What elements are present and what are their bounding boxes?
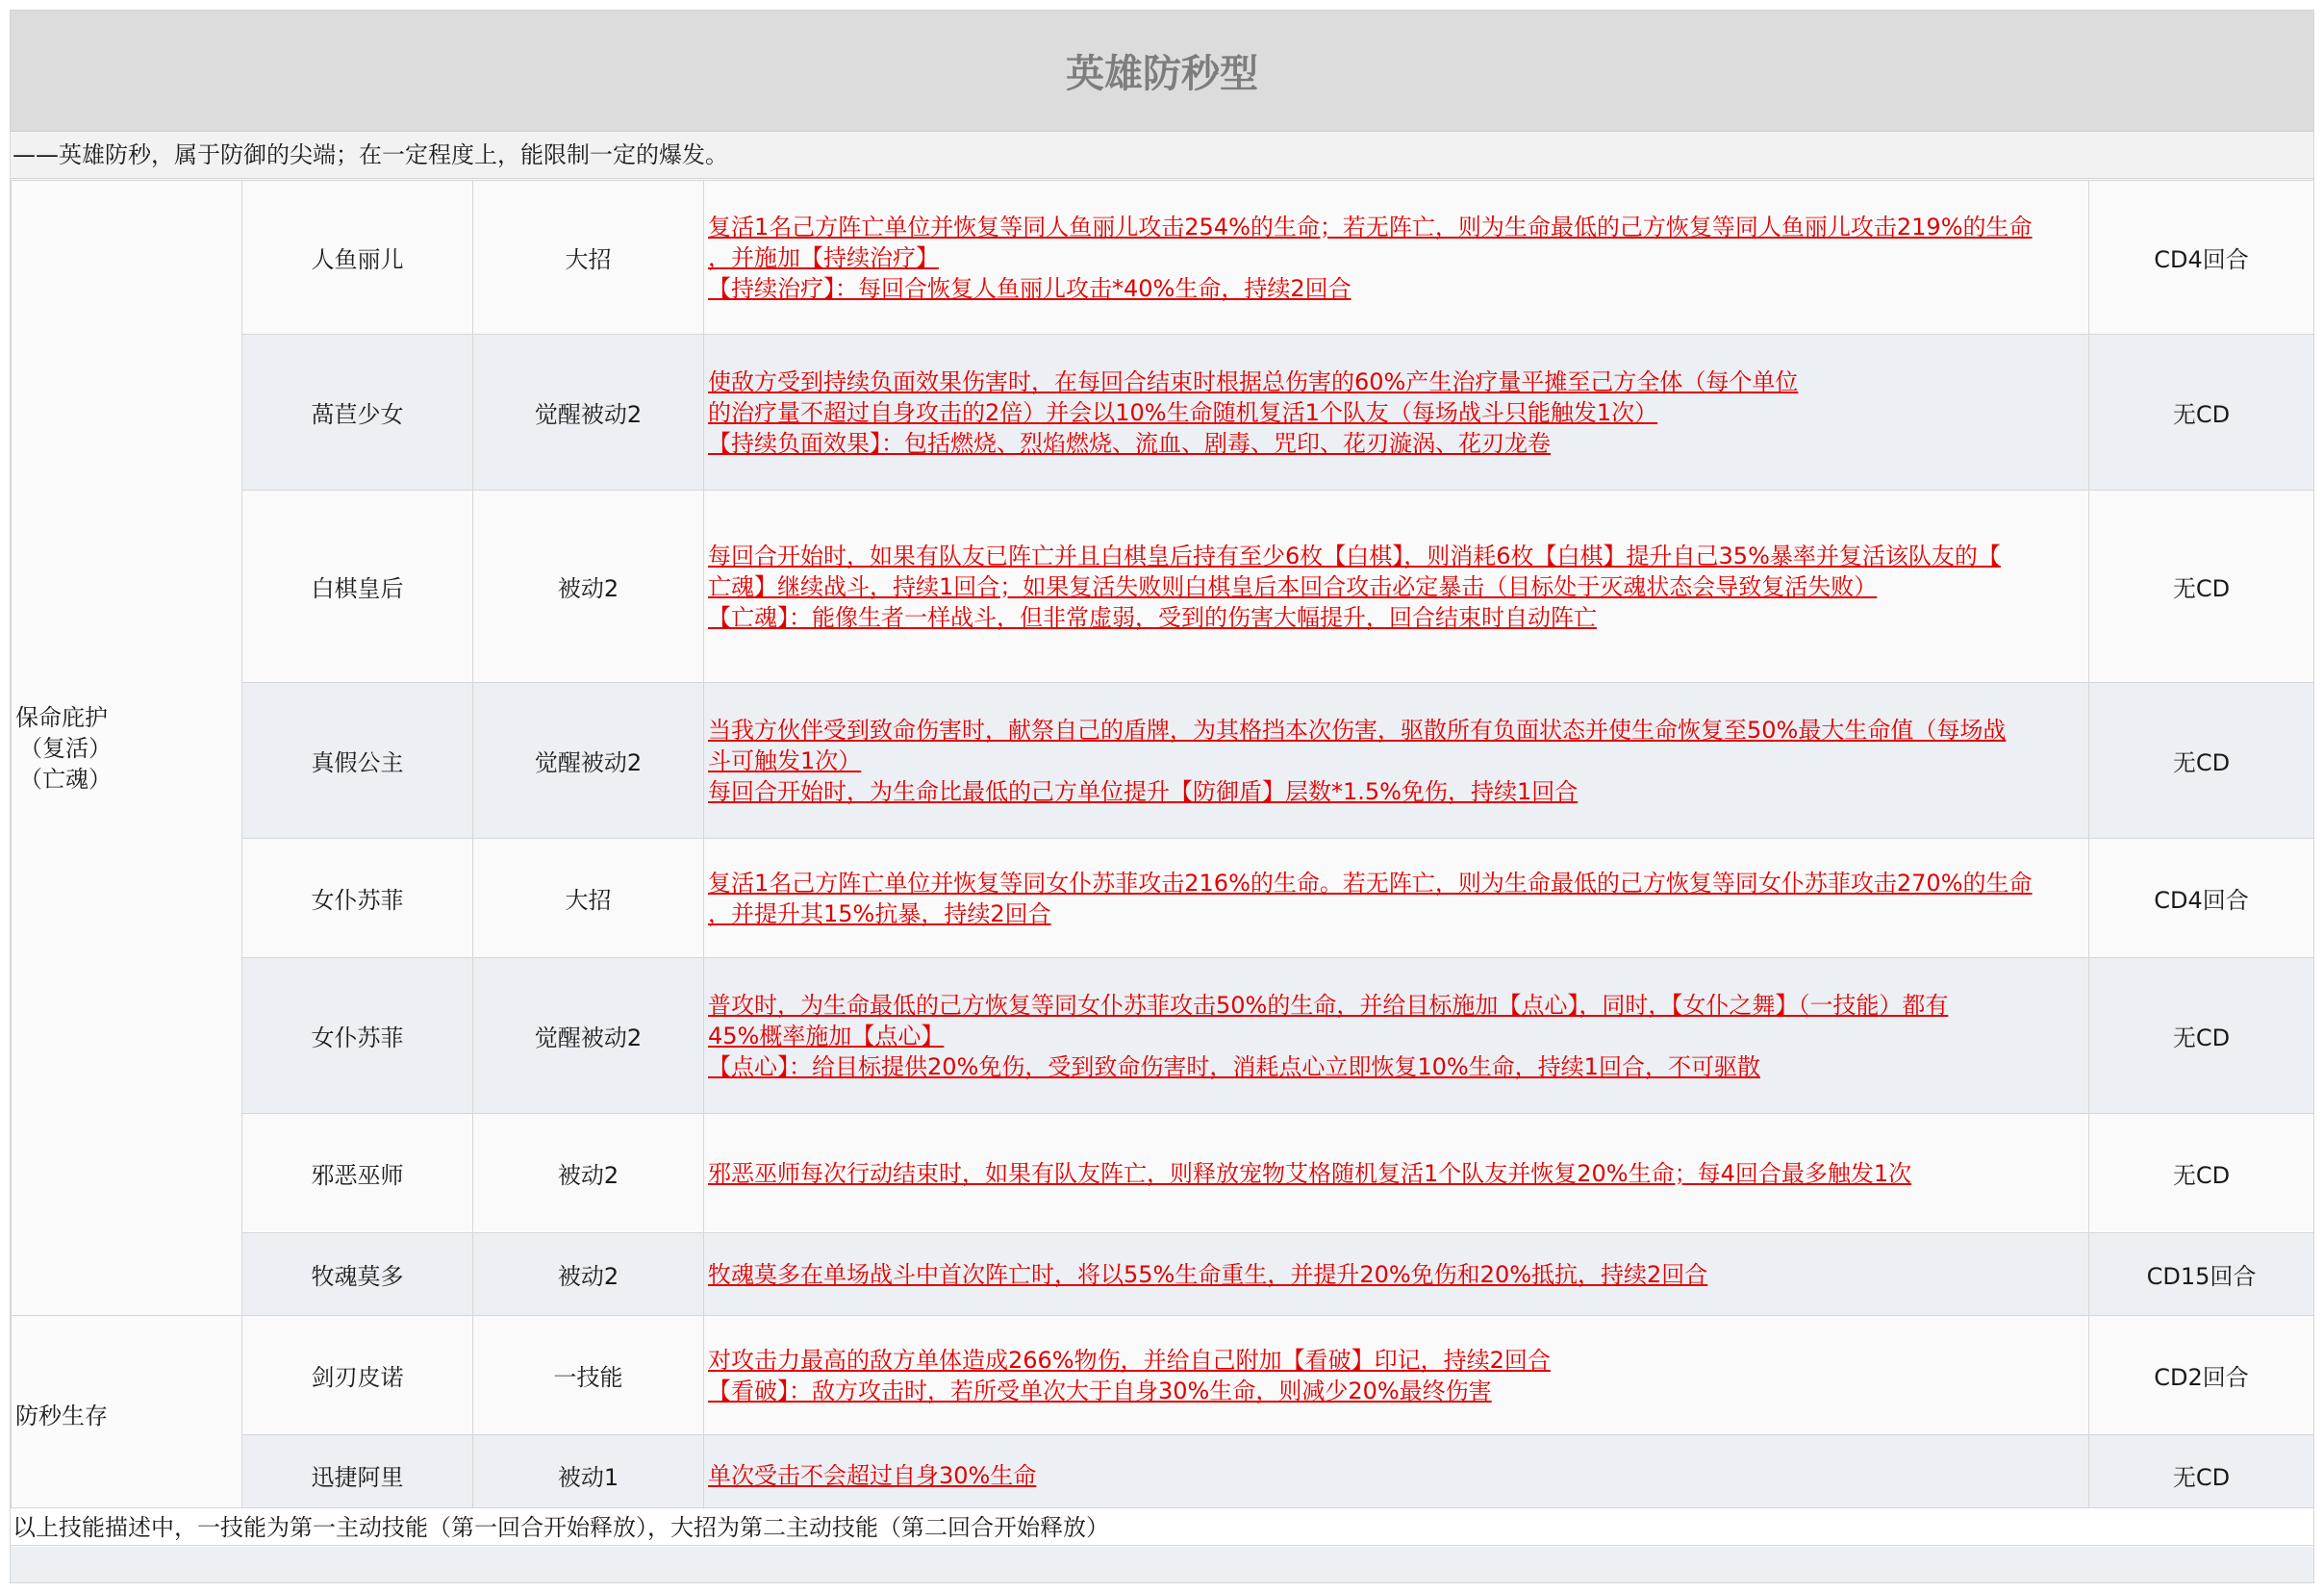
description-line: 【亡魂】：能像生者一样战斗，但非常虚弱，受到的伤害大幅提升，回合结束时自动阵亡 <box>708 603 1597 631</box>
skill-description <box>704 1114 2089 1233</box>
description-line: 单次受击不会超过自身30%生命 <box>708 1461 1037 1489</box>
description-line: 的治疗量不超过自身攻击的2倍）并会以10%生命随机复活1个队友（每场战斗只能触发1次） <box>708 398 1658 426</box>
category-label: 保命庇护 <box>15 703 108 731</box>
cooldown: 无CD <box>2089 1435 2314 1516</box>
category-cell <box>12 1316 242 1516</box>
hero-name: 萵苣少女 <box>242 335 473 491</box>
skill-type: 觉醒被动2 <box>473 958 704 1114</box>
skill-description <box>704 491 2089 683</box>
footer-note: 以上技能描述中，一技能为第一主动技能（第一回合开始释放），大招为第二主动技能（第二回合开始释放） <box>11 1507 2313 1546</box>
description-line: 牧魂莫多在单场战斗中首次阵亡时，将以55%生命重生，并提升20%免伤和20%抵抗，持续2回合 <box>708 1260 1708 1288</box>
table-row <box>12 683 2314 839</box>
skill-type: 被动2 <box>473 1114 704 1233</box>
cooldown: 无CD <box>2089 335 2314 491</box>
sheet-title: 英雄防秒型 <box>11 11 2313 132</box>
hero-name: 迅捷阿里 <box>242 1435 473 1516</box>
skill-type: 被动2 <box>473 491 704 683</box>
hero-name: 真假公主 <box>242 683 473 839</box>
description-line: 【持续负面效果】：包括燃烧、烈焰燃烧、流血、剧毒、咒印、花刃漩涡、花刃龙卷 <box>708 429 1551 457</box>
table-row <box>12 1114 2314 1233</box>
skill-type: 觉醒被动2 <box>473 683 704 839</box>
table-row <box>12 181 2314 335</box>
skill-type: 大招 <box>473 839 704 958</box>
skill-description <box>704 958 2089 1114</box>
skill-description <box>704 839 2089 958</box>
skill-type: 被动2 <box>473 1233 704 1316</box>
table-row <box>12 1435 2314 1516</box>
skill-type: 大招 <box>473 181 704 335</box>
hero-name: 人鱼丽儿 <box>242 181 473 335</box>
skill-description <box>704 1435 2089 1516</box>
category-label: （复活） <box>19 734 112 762</box>
table-row <box>12 1233 2314 1316</box>
skill-type: 一技能 <box>473 1316 704 1435</box>
description-line: 45%概率施加【点心】 <box>708 1022 945 1049</box>
category-label: 防秒生存 <box>15 1402 108 1429</box>
description-line: 亡魂】继续战斗，持续1回合；如果复活失败则白棋皇后本回合攻击必定暴击（目标处于灭魂状态会导致复活失败） <box>708 572 1878 600</box>
intro-text: ——英雄防秒，属于防御的尖端；在一定程度上，能限制一定的爆发。 <box>11 132 2313 179</box>
cooldown: CD4回合 <box>2089 181 2314 335</box>
description-line: 邪恶巫师每次行动结束时，如果有队友阵亡，则释放宠物艾格随机复活1个队友并恢复20%生命；每4回合最多触发1次 <box>708 1159 1912 1187</box>
skill-description <box>704 683 2089 839</box>
cooldown: 无CD <box>2089 683 2314 839</box>
description-line: ，并施加【持续治疗】 <box>708 243 939 271</box>
hero-name: 白棋皇后 <box>242 491 473 683</box>
hero-name: 牧魂莫多 <box>242 1233 473 1316</box>
description-line: 普攻时，为生命最低的己方恢复等同女仆苏菲攻击50%的生命，并给目标施加【点心】，同时，【女仆之舞】（一技能）都有 <box>708 991 1949 1019</box>
table-row <box>12 839 2314 958</box>
hero-name: 女仆苏菲 <box>242 839 473 958</box>
description-line: 复活1名己方阵亡单位并恢复等同女仆苏菲攻击216%的生命。若无阵亡，则为生命最低的己方恢复等同女仆苏菲攻击270%的生命 <box>708 869 2033 897</box>
skill-description <box>704 181 2089 335</box>
description-line: 对攻击力最高的敌方单体造成266%物伤，并给自己附加【看破】印记，持续2回合 <box>708 1346 1551 1374</box>
skill-description <box>704 1316 2089 1435</box>
skill-sheet <box>10 10 2314 1583</box>
cooldown: 无CD <box>2089 1114 2314 1233</box>
description-line: 使敌方受到持续负面效果伤害时，在每回合结束时根据总伤害的60%产生治疗量平摊至己方全体（每个单位 <box>708 367 1799 395</box>
cooldown: CD15回合 <box>2089 1233 2314 1316</box>
description-line: 【看破】：敌方攻击时，若所受单次大于自身30%生命，则减少20%最终伤害 <box>708 1377 1492 1404</box>
hero-name: 女仆苏菲 <box>242 958 473 1114</box>
table-row <box>12 958 2314 1114</box>
hero-name: 剑刃皮诺 <box>242 1316 473 1435</box>
description-line: 斗可触发1次） <box>708 746 862 774</box>
description-line: 当我方伙伴受到致命伤害时，献祭自己的盾牌，为其格挡本次伤害，驱散所有负面状态并使生命恢复至50%最大生命值（每场战 <box>708 716 2007 744</box>
table-row <box>12 1316 2314 1435</box>
skill-description <box>704 335 2089 491</box>
category-label: （亡魂） <box>19 765 112 793</box>
blank-row <box>11 1547 2313 1582</box>
skill-type: 觉醒被动2 <box>473 335 704 491</box>
cooldown: 无CD <box>2089 491 2314 683</box>
skill-description <box>704 1233 2089 1316</box>
skill-type: 被动1 <box>473 1435 704 1516</box>
description-line: 每回合开始时，为生命比最低的己方单位提升【防御盾】层数*1.5%免伤，持续1回合 <box>708 777 1579 805</box>
cooldown: CD4回合 <box>2089 839 2314 958</box>
description-line: 【点心】：给目标提供20%免伤，受到致命伤害时，消耗点心立即恢复10%生命，持续1回合，不可驱散 <box>708 1052 1760 1080</box>
description-line: 复活1名己方阵亡单位并恢复等同人鱼丽儿攻击254%的生命；若无阵亡，则为生命最低的己方恢复等同人鱼丽儿攻击219%的生命 <box>708 213 2033 240</box>
category-cell <box>12 181 242 1316</box>
description-line: ，并提升其15%抗暴，持续2回合 <box>708 899 1051 927</box>
cooldown: CD2回合 <box>2089 1316 2314 1435</box>
skill-table <box>11 180 2314 1516</box>
description-line: 每回合开始时，如果有队友已阵亡并且白棋皇后持有至少6枚【白棋】，则消耗6枚【白棋】提升自己35%暴率并复活该队友的【 <box>708 542 2001 569</box>
table-row <box>12 491 2314 683</box>
cooldown: 无CD <box>2089 958 2314 1114</box>
hero-name: 邪恶巫师 <box>242 1114 473 1233</box>
description-line: 【持续治疗】：每回合恢复人鱼丽儿攻击*40%生命，持续2回合 <box>708 274 1351 302</box>
table-row <box>12 335 2314 491</box>
